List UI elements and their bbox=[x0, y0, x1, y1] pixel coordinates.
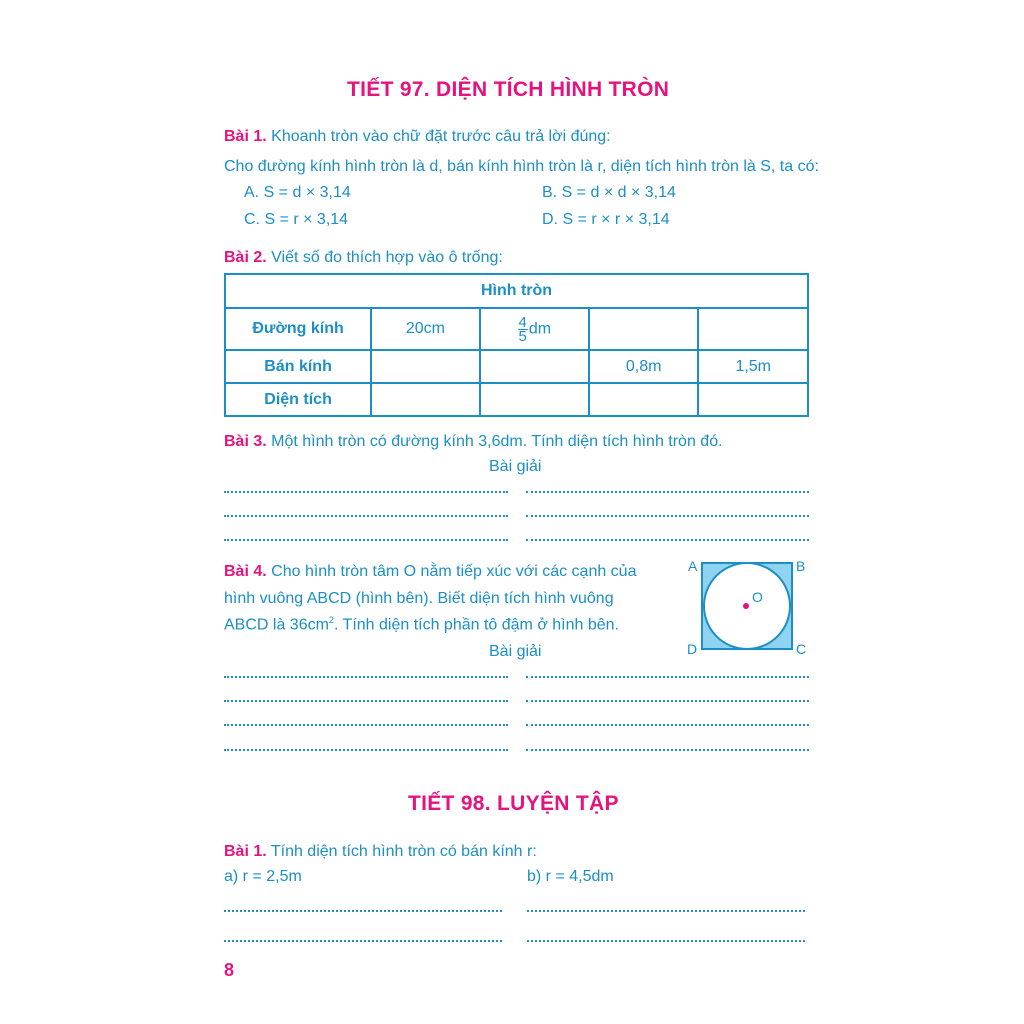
diameter-cell-2[interactable] bbox=[480, 308, 589, 350]
l98-ex1-instruction: Tính diện tích hình tròn có bán kính r: bbox=[270, 843, 537, 860]
ex4-answer-line[interactable] bbox=[526, 676, 809, 678]
square-circle-figure bbox=[680, 555, 810, 660]
diameter-cell-4[interactable] bbox=[698, 308, 808, 350]
ex1-heading bbox=[224, 128, 611, 146]
ex1-label: Bài 1. bbox=[224, 128, 267, 145]
ex2-heading bbox=[224, 249, 503, 267]
circle-table bbox=[224, 273, 809, 417]
radius-cell-2[interactable] bbox=[480, 350, 589, 383]
ex3-answer-line[interactable] bbox=[224, 491, 508, 493]
ex4-text-1: Cho hình tròn tâm O nằm tiếp xúc với các cạnh của bbox=[271, 563, 637, 580]
ex3-label: Bài 3. bbox=[224, 433, 267, 450]
lesson-98-title: TIẾT 98. LUYỆN TẬP bbox=[408, 792, 619, 815]
table-header: Hình tròn bbox=[225, 274, 808, 308]
fraction-unit: dm bbox=[528, 320, 552, 338]
ex4-answer-line[interactable] bbox=[526, 749, 809, 751]
area-cell-3[interactable] bbox=[589, 383, 699, 416]
l98-ex1-label: Bài 1. bbox=[224, 843, 267, 860]
fraction-denominator: 5 bbox=[518, 327, 527, 345]
l98-ex1-part-b: b) r = 4,5dm bbox=[527, 868, 614, 885]
ex3-answer-line[interactable] bbox=[224, 515, 508, 517]
ex4-text-3b: . Tính diện tích phần tô đậm ở hình bên. bbox=[333, 616, 619, 634]
ex4-answer-line[interactable] bbox=[526, 700, 809, 702]
ex4-line-3 bbox=[224, 615, 619, 634]
area-cell-4[interactable] bbox=[698, 383, 808, 416]
l98-answer-line[interactable] bbox=[224, 940, 502, 942]
page-number: 8 bbox=[224, 960, 235, 980]
center-point bbox=[743, 603, 749, 609]
ex4-text-3a: ABCD là 36cm bbox=[224, 616, 329, 634]
radius-cell-1[interactable] bbox=[371, 350, 480, 383]
ex3-answer-line[interactable] bbox=[224, 539, 508, 541]
ex4-superscript: 2 bbox=[328, 615, 334, 625]
ex4-line-1 bbox=[224, 563, 636, 581]
vertex-label-d: D bbox=[687, 641, 698, 657]
area-cell-2[interactable] bbox=[480, 383, 589, 416]
l98-ex1-part-a: a) r = 2,5m bbox=[224, 868, 302, 885]
l98-answer-line[interactable] bbox=[224, 910, 502, 912]
row-label-radius: Bán kính bbox=[225, 350, 371, 383]
ex3-instruction: Một hình tròn có đường kính 3,6dm. Tính diện tích hình tròn đó. bbox=[271, 433, 723, 450]
ex3-heading bbox=[224, 433, 723, 451]
ex3-answer-line[interactable] bbox=[526, 491, 809, 493]
l98-answer-line[interactable] bbox=[527, 940, 805, 942]
radius-cell-4[interactable]: 1,5m bbox=[698, 350, 808, 383]
ex4-line-2: hình vuông ABCD (hình bên). Biết diện tích hình vuông bbox=[224, 590, 614, 607]
row-label-diameter: Đường kính bbox=[225, 308, 371, 350]
ex1-option-c[interactable]: C. S = r × 3,14 bbox=[244, 211, 349, 228]
ex1-option-a[interactable]: A. S = d × 3,14 bbox=[244, 184, 351, 201]
diameter-fraction bbox=[518, 313, 528, 345]
ex4-answer-line[interactable] bbox=[224, 749, 508, 751]
radius-cell-3[interactable]: 0,8m bbox=[589, 350, 699, 383]
row-label-area: Diện tích bbox=[225, 383, 371, 416]
area-cell-1[interactable] bbox=[371, 383, 480, 416]
vertex-label-b: B bbox=[796, 558, 806, 574]
ex4-answer-line[interactable] bbox=[224, 724, 508, 726]
lesson-97-title: TIẾT 97. DIỆN TÍCH HÌNH TRÒN bbox=[347, 78, 670, 101]
ex4-solution-label: Bài giải bbox=[489, 643, 542, 660]
ex4-label: Bài 4. bbox=[224, 563, 267, 580]
l98-answer-line[interactable] bbox=[527, 910, 805, 912]
ex1-option-b[interactable]: B. S = d × d × 3,14 bbox=[542, 184, 676, 201]
ex1-instruction: Khoanh tròn vào chữ đặt trước câu trả lời đúng: bbox=[271, 128, 611, 145]
table-row-radius bbox=[225, 350, 808, 383]
center-label-o: O bbox=[752, 589, 763, 605]
fraction-numerator: 4 bbox=[518, 313, 527, 331]
ex3-solution-label: Bài giải bbox=[489, 458, 542, 475]
diameter-cell-1[interactable]: 20cm bbox=[371, 308, 480, 350]
ex4-answer-line[interactable] bbox=[224, 700, 508, 702]
table-row-area bbox=[225, 383, 808, 416]
ex2-instruction: Viết số đo thích hợp vào ô trống: bbox=[271, 249, 503, 266]
table-row-diameter bbox=[225, 308, 808, 350]
ex4-answer-line[interactable] bbox=[526, 724, 809, 726]
ex1-prompt: Cho đường kính hình tròn là d, bán kính hình tròn là r, diện tích hình tròn là S, ta có: bbox=[224, 158, 819, 175]
diameter-cell-3[interactable] bbox=[589, 308, 699, 350]
ex1-option-d[interactable]: D. S = r × r × 3,14 bbox=[542, 211, 670, 228]
ex3-answer-line[interactable] bbox=[526, 539, 809, 541]
vertex-label-a: A bbox=[688, 558, 698, 574]
ex3-answer-line[interactable] bbox=[526, 515, 809, 517]
ex2-label: Bài 2. bbox=[224, 249, 267, 266]
ex4-answer-line[interactable] bbox=[224, 676, 508, 678]
vertex-label-c: C bbox=[796, 641, 807, 657]
l98-ex1-heading bbox=[224, 843, 537, 861]
